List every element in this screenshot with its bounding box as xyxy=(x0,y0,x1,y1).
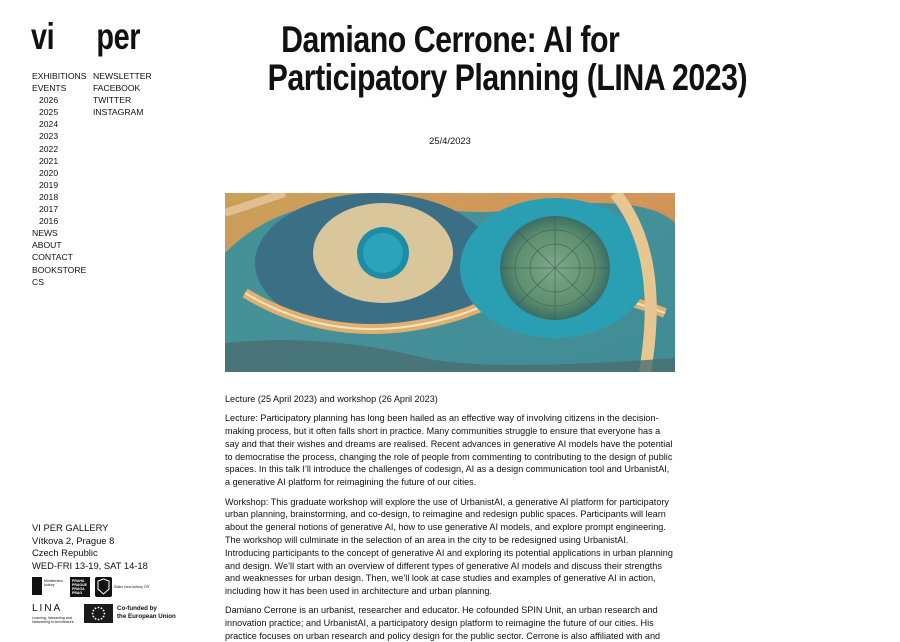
gallery-info xyxy=(32,522,148,572)
nav-instagram[interactable]: INSTAGRAM xyxy=(93,107,144,118)
site-logo[interactable] xyxy=(31,18,140,55)
nav-twitter[interactable]: TWITTER xyxy=(93,95,132,106)
gallery-address-street: Vítkova 2, Prague 8 xyxy=(32,534,115,546)
nav-year-2019[interactable]: 2019 xyxy=(39,179,59,190)
praha-logo: PRAHA PRAGUE PRAGA PRAG xyxy=(70,577,90,597)
nav-facebook[interactable]: FACEBOOK xyxy=(93,83,141,94)
nav-events[interactable]: EVENTS xyxy=(32,83,67,94)
nav-year-2024[interactable]: 2024 xyxy=(39,119,59,130)
lina-subtitle: Learning, Interacting and Networking in Architecture xyxy=(32,616,74,624)
eu-flag-icon xyxy=(84,604,113,623)
gallery-opening-hours: WED-FRI 13-19, SAT 14-18 xyxy=(32,559,148,571)
ministry-of-culture-text: Ministerstvo kultury xyxy=(44,579,64,587)
state-culture-fund-text: Státní fond kultury ČR xyxy=(114,585,150,589)
gallery-address-country: Czech Republic xyxy=(32,547,98,559)
nav-year-2017[interactable]: 2017 xyxy=(39,204,59,215)
nav-news[interactable]: NEWS xyxy=(32,228,58,239)
lina-logo: LINA xyxy=(32,603,63,614)
nav-year-2021[interactable]: 2021 xyxy=(39,155,59,166)
page-title xyxy=(215,19,748,98)
article-body xyxy=(225,393,675,642)
social-nav xyxy=(93,70,152,118)
nav-year-2026[interactable]: 2026 xyxy=(39,95,59,106)
nav-year-2025[interactable]: 2025 xyxy=(39,107,59,118)
hero-image xyxy=(225,193,675,372)
nav-contact[interactable]: CONTACT xyxy=(32,252,73,263)
nav-year-2023[interactable]: 2023 xyxy=(39,131,59,142)
article-paragraph: Lecture (25 April 2023) and workshop (26 April 2023) xyxy=(225,394,438,404)
nav-bookstore[interactable]: BOOKSTORE xyxy=(32,264,87,275)
nav-year-2018[interactable]: 2018 xyxy=(39,191,59,202)
ministry-of-culture-logo xyxy=(32,577,42,595)
nav-about[interactable]: ABOUT xyxy=(32,240,62,251)
nav-exhibitions[interactable]: EXHIBITIONS xyxy=(32,71,87,81)
logo-part-per: per xyxy=(96,16,141,57)
page-title-line-1: Damiano Cerrone: AI for xyxy=(280,19,620,60)
nav-newsletter[interactable]: NEWSLETTER xyxy=(93,71,152,81)
state-culture-fund-logo xyxy=(95,577,112,597)
main-nav xyxy=(32,70,86,288)
logo-part-vi: vi xyxy=(31,16,55,57)
article-paragraph: Lecture: Participatory planning has long been hailed as an effective way of involving citizens in the decision-making process, but it often falls short in practice. Many communities struggle to ensure that everyone has a say and that their wishes and dreams are realised. Recent advances in generative AI models have the potential to democratise the process, changing the role of people from commenting to contributing to the design of public spaces. In this talk I’ll introduce the challenges of codesign, AI as a design communication tool and UrbanistAI, a generative AI platform for reimagining the future of our cities. xyxy=(225,413,673,488)
nav-language-switch[interactable]: CS xyxy=(32,276,44,287)
nav-year-2020[interactable]: 2020 xyxy=(39,167,59,178)
gallery-name: VI PER GALLERY xyxy=(32,522,109,533)
partner-logos xyxy=(32,577,192,637)
eu-cofunded-text: Co-funded by the European Union xyxy=(117,605,176,620)
nav-year-2022[interactable]: 2022 xyxy=(39,143,59,154)
page-title-line-2: Participatory Planning (LINA 2023) xyxy=(267,57,748,98)
nav-year-2016[interactable]: 2016 xyxy=(39,216,59,227)
article-paragraph: Damiano Cerrone is an urbanist, researcher and educator. He cofounded SPIN Unit, an urban research and innovation practice; and UrbanistAI, a participatory design platform to reimagine the future of our cities. His practice focuses on urban research and policy design for the public sector. Cerrone is also affiliated with and xyxy=(225,605,661,642)
article-paragraph: Workshop: This graduate workshop will explore the use of UrbanistAI, a generative AI platform for participatory urban planning, brainstorming, and co-design, to reimagine and redesign public spaces. Participants will learn about the general notions of generative AI, how to use generative AI models, and explore prompt engineering. The workshop will culminate in the selection of an area in the city to be redesigned using UrbanistAI. Introducing participants to the concept of generative AI and exploring its potential applications in urban planning and design. We’ll start with an overview of different types of generative AI models and discuss their strengths and weaknesses for urban design. Then, we’ll look at case studies and examples of generative AI in action, including how it has been used in architecture and urban planning. xyxy=(225,496,673,597)
event-date: 25/4/2023 xyxy=(429,135,471,146)
